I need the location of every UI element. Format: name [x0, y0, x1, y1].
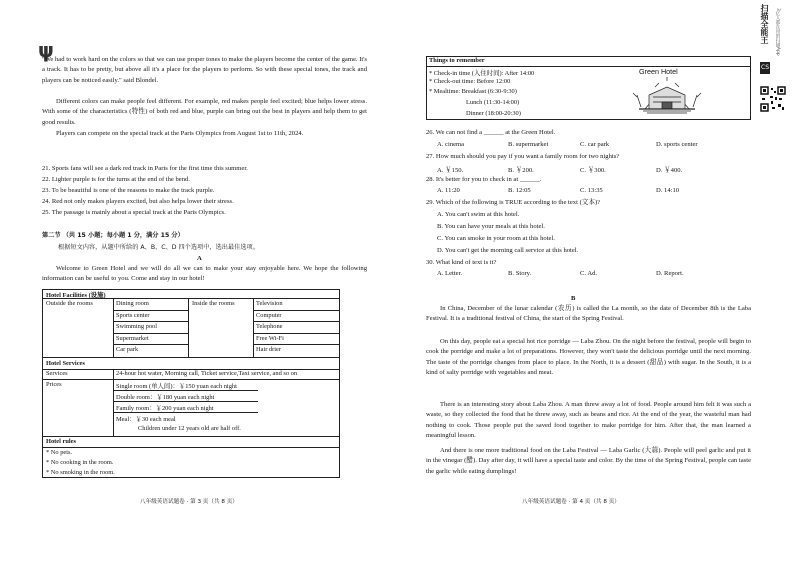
option-d[interactable]: D. sports center — [656, 141, 698, 148]
divider — [42, 436, 340, 437]
divider — [253, 333, 340, 334]
statement-23: 23. To be beautiful is one of the reasons to make the track purple. — [42, 187, 215, 194]
option-d[interactable]: D. 14:10 — [656, 187, 680, 194]
hotel-intro: Welcome to Green Hotel and we will do all we can to make your stay enjoyable here. We hope the following information can be useful to you. Come and stay in our hotel! — [42, 265, 367, 283]
page-footer: 八年级英语试题卷 · 第 4 页（共 8 页） — [522, 499, 620, 505]
laba-paragraph-1: In China, December of the lunar calendar (农历) is called the La month, so the date of December 8th is the Laba Festival. It is a traditional festival of China, the start of the Spring Festival. — [426, 305, 751, 323]
outside-item: Supermarket — [116, 335, 149, 342]
outside-item: Swimming pool — [116, 323, 158, 330]
rule-item: * No pets. — [46, 449, 73, 456]
rule-item: * No smoking in the room. — [46, 469, 115, 476]
qr-code-icon — [760, 86, 786, 112]
option-b[interactable]: B. 12:05 — [508, 187, 531, 194]
prices-label: Prices — [46, 381, 62, 388]
meal-child-discount: Children under 12 years old are half off. — [138, 425, 241, 432]
inside-item: Free Wi-Fi — [256, 335, 284, 342]
option-c[interactable]: C. You can smoke in your room at this hotel. — [437, 235, 555, 242]
section-title: 第二节 （共 15 小题；每小题 1 分，满分 15 分） — [42, 232, 184, 239]
scanner-tagline: 3亿人都在用的扫描App — [775, 8, 780, 56]
option-d[interactable]: D. ￥400. — [656, 167, 683, 174]
option-a[interactable]: A. ￥150. — [437, 167, 464, 174]
option-b[interactable]: B. supermarket — [508, 141, 549, 148]
inside-label: Inside the rooms — [192, 300, 235, 307]
price-single: Single room (单人间)：￥150 yuan each night — [116, 383, 237, 390]
green-hotel-logo — [625, 67, 709, 119]
divider — [113, 412, 258, 413]
divider — [113, 333, 188, 334]
statement-24: 24. Red not only makes players excited, but also helps lower their stress. — [42, 198, 234, 205]
inside-item: Television — [256, 300, 283, 307]
right-page — [397, 0, 794, 562]
question-stem: 28. It's better for you to check in at ______. — [426, 176, 542, 183]
services-label: Services — [46, 370, 68, 377]
mealtime-breakfast: * Mealtime: Breakfast (6:30-9:30) — [429, 88, 517, 95]
divider — [113, 298, 114, 358]
mealtime-lunch: Lunch (11:30-14:00) — [466, 99, 520, 106]
laba-paragraph-2: On this day, people eat a special hot rice porridge — Laba Zhou. On the night before the festival, people will begin to cook the porridge and make a lot of preparations. However, they won't taste the delicious porridge until the next morning. The taste of the porridge changes from place to place. In the North, it is a dessert (甜品) with sugar. In the South, it is a kind of salty porridge with vegetables and meat. — [426, 338, 751, 376]
option-c[interactable]: C. Ad. — [580, 270, 598, 277]
remember-title: Things to remember — [429, 57, 485, 64]
hotel-building-icon — [625, 67, 709, 119]
question-stem: 26. We can not find a ______ at the Green Hotel. — [426, 129, 556, 136]
rules-header: Hotel rules — [46, 438, 76, 445]
rule-item: * No cooking in the room. — [46, 459, 114, 466]
question-stem: 27. How much should you pay if you want a family room for two nights? — [426, 153, 620, 160]
option-b[interactable]: B. You can have your meals at this hotel. — [437, 223, 545, 230]
inside-item: Computer — [256, 312, 282, 319]
scanner-watermark — [760, 4, 790, 114]
divider — [253, 321, 340, 322]
option-a[interactable]: A. 11:20 — [437, 187, 460, 194]
passage-b-label: B — [571, 295, 576, 302]
outside-item: Sports center — [116, 312, 150, 319]
divider — [253, 310, 340, 311]
meal-price: Meal：￥30 each meal — [116, 416, 176, 423]
statement-25: 25. The passage is mainly about a special track at the Paris Olympics. — [42, 209, 226, 216]
divider — [253, 298, 254, 358]
statement-21: 21. Sports fans will see a dark red track in Paris for the first time this summer. — [42, 165, 248, 172]
inside-item: Hair drier — [256, 346, 282, 353]
outside-item: Car park — [116, 346, 139, 353]
players-paragraph: Players can compete on the special track at the Paris Olympics from August 1st to 11th, 2024. — [56, 130, 304, 137]
handwritten-mark: ψ — [38, 38, 54, 62]
outside-label: Outside the rooms — [46, 300, 93, 307]
mealtime-dinner: Dinner (18:00-20:30) — [466, 110, 521, 117]
option-c[interactable]: C. car park — [580, 141, 610, 148]
price-family: Family room：￥200 yuan each night — [116, 405, 214, 412]
option-a[interactable]: A. Letter. — [437, 270, 463, 277]
divider — [113, 401, 258, 402]
option-d[interactable]: D. Report. — [656, 270, 684, 277]
divider — [188, 298, 189, 358]
statement-22: 22. Lighter purple is for the turns at the end of the bend. — [42, 176, 190, 183]
question-stem: 29. Which of the following is TRUE according to the text (文本)? — [426, 199, 601, 206]
services-header: Hotel Services — [46, 360, 85, 367]
services-text: 24-hour hot water, Morning call, Ticket service,Taxi service, and so on — [116, 370, 298, 377]
checkin-time: * Check-in time (入住时间): After 14:00 — [429, 70, 535, 77]
colors-paragraph: Different colors can make people feel different. For example, red makes people feel excited; blue helps lower stress. With some of the characteristics (特性) of both red and blue, purple can bring out the best in players and help them to get good results. — [42, 98, 367, 126]
scanner-brand: 扫描全能王 — [760, 4, 769, 44]
option-b[interactable]: B. ￥200. — [508, 167, 534, 174]
divider — [253, 344, 340, 345]
option-b[interactable]: B. Story. — [508, 270, 532, 277]
laba-paragraph-4: And there is one more traditional food on the Laba Festival — Laba Garlic (大蒜). People will peel garlic and put it in the vinegar (醋). Day after day, it will have a special taste and color. By the time of the Spring Festival, people can taste the garlic while eating dumplings! — [426, 447, 751, 475]
divider — [113, 344, 188, 345]
divider — [42, 447, 340, 448]
page-footer: 八年级英语试题卷 · 第 3 页（共 8 页） — [140, 499, 238, 505]
cs-logo-icon: CS — [760, 62, 770, 74]
option-c[interactable]: C. ￥300. — [580, 167, 606, 174]
checkout-time: * Check-out time: Before 12:00 — [429, 78, 511, 85]
section-instructions: 根据短文内容，从题中所给的 A、B、C、D 四个选项中，选出最佳选项。 — [58, 244, 259, 251]
question-stem: 30. What kind of text is it? — [426, 259, 497, 266]
outside-item: Dining room — [116, 300, 149, 307]
option-a[interactable]: A. You can't swim at this hotel. — [437, 211, 520, 218]
facilities-header: Hotel Facilities (设施) — [46, 292, 106, 299]
passage-a-label: A — [197, 255, 202, 262]
option-a[interactable]: A. cinema — [437, 141, 465, 148]
option-c[interactable]: C. 13:35 — [580, 187, 603, 194]
option-d[interactable]: D. You can't get the morning call service at this hotel. — [437, 247, 579, 254]
quote-paragraph: "We had to work hard on the colors so that we can use proper tones to make the players become the center of the game. It's a track. It has to be pretty, but above all it's a place for the players to perform. So with these special tones, the track and players can be noticed easily." said Blondel. — [42, 56, 367, 84]
divider — [113, 321, 188, 322]
inside-item: Telephone — [256, 323, 283, 330]
divider — [113, 390, 258, 391]
divider — [113, 310, 188, 311]
logo-text: Green Hotel — [639, 67, 678, 76]
divider — [42, 379, 340, 380]
price-double: Double room：￥180 yuan each night — [116, 394, 215, 401]
facilities-block — [42, 298, 340, 358]
laba-paragraph-3: There is an interesting story about Laba Zhou. A man threw away a lot of food. People around him felt it was such a waste, so they collected the food that he threw away, such as beans and rice. At the end of the year, the wasteful man had nothing to cook. Those people put the saved food together to make porridge for him. After that, the man learned a meaningful lesson. — [426, 401, 751, 439]
